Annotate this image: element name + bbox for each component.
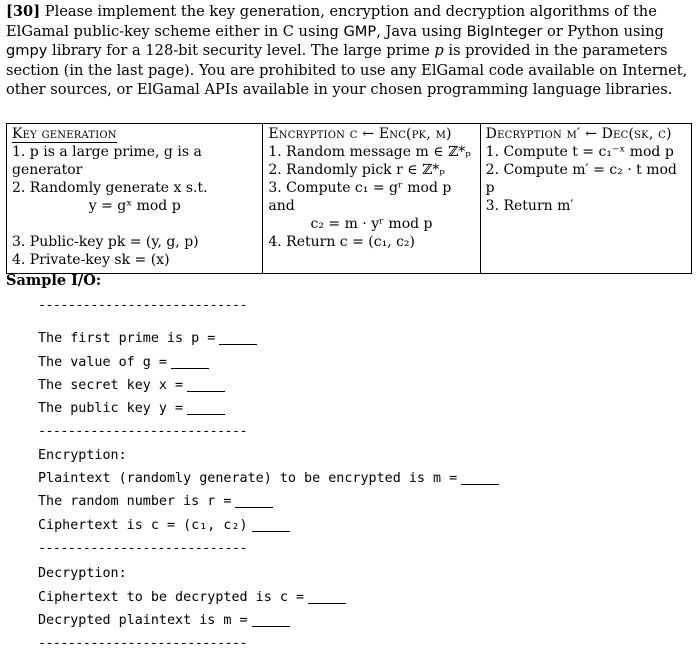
- blank-line: [187, 413, 225, 415]
- first-prime-line: [38, 327, 499, 350]
- keygen-step-4: 4. Private-key sk = (x): [12, 252, 170, 268]
- separator-line: ----------------------------: [38, 636, 247, 652]
- dec-step-2: 2. Compute m′ = c₂ · t mod p: [485, 162, 677, 196]
- keygen-step-2: 2. Randomly generate x s.t.: [12, 180, 208, 196]
- blank-line: [235, 506, 273, 508]
- intro-text-c: or Python using: [542, 22, 664, 40]
- ciphertext-line: [38, 514, 499, 537]
- sample-io-block: [38, 294, 499, 655]
- intro-text-a: Please implement the key generation, encryption and decryption algorithms of the ElGamal public-key scheme either in C using: [6, 3, 657, 40]
- prime-variable: p: [434, 42, 444, 59]
- keygen-header: Key generation: [12, 126, 117, 142]
- gmp-library: GMP: [343, 22, 377, 40]
- generator-label: The value of g =: [38, 354, 167, 370]
- generator-line: [38, 351, 499, 374]
- plaintext-line: [38, 467, 499, 490]
- blank-line: [461, 483, 499, 485]
- decryption-title: Decryption:: [38, 566, 127, 582]
- blank-line: [187, 390, 225, 392]
- ciphertext-dec-label: Ciphertext to be decrypted is c =: [38, 589, 305, 605]
- plaintext-label: Plaintext (randomly generate) to be encrypted is m =: [38, 471, 458, 487]
- gmpy-library: gmpy: [6, 42, 48, 59]
- points-label: [30]: [6, 3, 41, 20]
- key-generation-cell: [7, 124, 263, 274]
- random-number-label: The random number is r =: [38, 494, 232, 510]
- secret-key-line: [38, 374, 499, 397]
- keygen-step-1: 1. p is a large prime, g is a generator: [12, 144, 202, 178]
- enc-step-2: 2. Randomly pick r ∈ ℤ*ₚ: [268, 162, 445, 178]
- decrypted-line: [38, 609, 499, 632]
- dec-header: Decryption m′ ← Dec(sk, c): [485, 126, 672, 142]
- blank-line: [219, 343, 257, 345]
- keygen-step-2-formula: y = gˣ mod p: [88, 198, 181, 214]
- separator-line: ----------------------------: [38, 298, 247, 313]
- separator-line: ----------------------------: [38, 424, 247, 440]
- enc-step-1: 1. Random message m ∈ ℤ*ₚ: [268, 144, 471, 160]
- enc-step-4: 4. Return c = (c₁, c₂): [268, 234, 415, 250]
- decryption-cell: [480, 124, 691, 274]
- secret-key-label: The secret key x =: [38, 377, 184, 393]
- biginteger-library: BigInteger: [466, 22, 543, 40]
- problem-statement: [6, 2, 690, 100]
- intro-text-e: is provided in the parameters section (in the last page). You are prohibited to use any ElGamal code available on Internet, other sources, or ElGamal APIs available in your chosen programming language libraries.: [6, 42, 688, 98]
- blank-line: [308, 602, 346, 604]
- encryption-title: Encryption:: [38, 447, 127, 463]
- sample-io-title: Sample I/O:: [6, 272, 102, 289]
- blank-line: [252, 625, 290, 627]
- random-number-line: [38, 490, 499, 513]
- elgamal-algorithm-table: [6, 123, 692, 274]
- dec-step-1: 1. Compute t = c₁⁻ˣ mod p: [485, 144, 674, 160]
- keygen-step-3: 3. Public-key pk = (y, g, p): [12, 234, 199, 250]
- public-key-line: [38, 397, 499, 420]
- separator-line: ----------------------------: [38, 540, 247, 556]
- blank-line: [171, 367, 209, 369]
- decrypted-label: Decrypted plaintext is m =: [38, 612, 248, 628]
- enc-step-3-formula: c₂ = m · yʳ mod p: [310, 216, 433, 232]
- dec-step-3: 3. Return m′: [485, 198, 574, 214]
- ciphertext-label: Ciphertext is c = (c₁, c₂): [38, 517, 248, 533]
- enc-header: Encryption c ← Enc(pk, m): [268, 126, 452, 142]
- enc-step-3: 3. Compute c₁ = gʳ mod p and: [268, 180, 452, 214]
- public-key-label: The public key y =: [38, 401, 184, 417]
- encryption-cell: [263, 124, 480, 274]
- intro-text-b: , Java using: [376, 22, 467, 40]
- blank-line: [252, 530, 290, 532]
- first-prime-label: The first prime is p =: [38, 331, 216, 347]
- ciphertext-dec-line: [38, 586, 499, 609]
- intro-text-d: library for a 128-bit security level. The large prime: [47, 42, 435, 59]
